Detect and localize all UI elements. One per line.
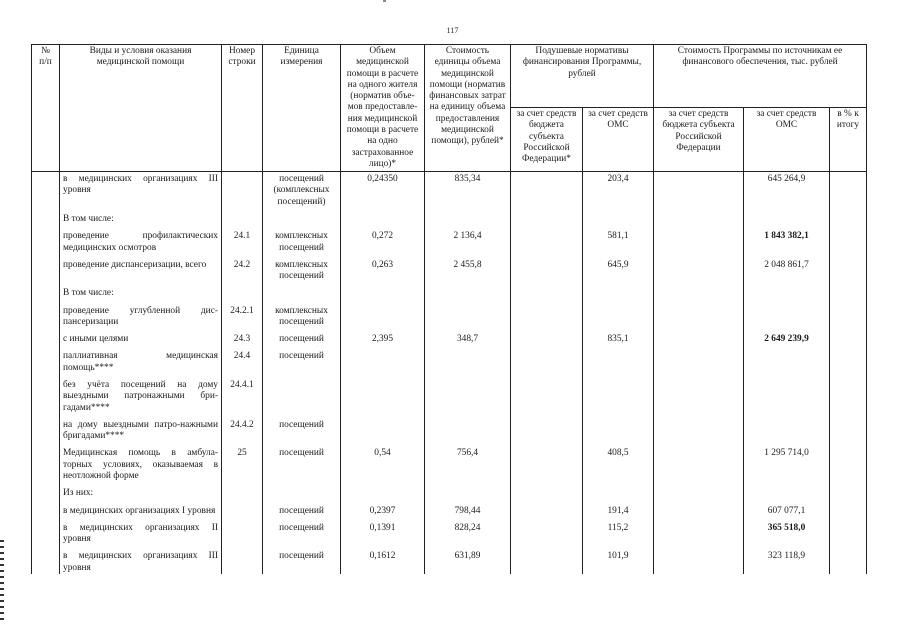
table-row xyxy=(32,214,867,225)
cell-program-pct xyxy=(830,288,867,299)
cell-cost xyxy=(425,214,511,225)
cell-program-budget xyxy=(654,231,744,254)
cell-per-capita-budget xyxy=(511,172,583,208)
table-row xyxy=(32,260,867,283)
cell-row-no: 25 xyxy=(222,448,263,482)
cell-program-pct xyxy=(830,306,867,329)
cell-row-no xyxy=(222,214,263,225)
cell-cost: 348,7 xyxy=(425,334,511,345)
cell-volume xyxy=(341,380,425,414)
cell-program-oms xyxy=(744,420,830,443)
cell-volume: 0,54 xyxy=(341,448,425,482)
cell-num xyxy=(32,334,60,345)
cell-unit: комплексных посещений xyxy=(263,260,341,283)
table-header-row-1 xyxy=(32,45,867,108)
cell-num xyxy=(32,288,60,299)
cell-cost xyxy=(425,306,511,329)
cell-program-budget xyxy=(654,523,744,546)
scan-edge-artifact xyxy=(0,540,4,620)
cell-program-pct xyxy=(830,380,867,414)
cell-program-oms: 323 118,9 xyxy=(744,551,830,574)
header-num: № п/п xyxy=(32,45,60,172)
cell-service-type: Из них: xyxy=(60,488,222,499)
cell-num xyxy=(32,488,60,499)
cell-volume: 0,24350 xyxy=(341,172,425,208)
cell-per-capita-budget xyxy=(511,380,583,414)
table-row xyxy=(32,231,867,254)
cell-cost: 631,89 xyxy=(425,551,511,574)
cell-volume: 0,1391 xyxy=(341,523,425,546)
cell-num xyxy=(32,306,60,329)
header-row-no: Номер строки xyxy=(222,45,263,172)
cell-per-capita-oms xyxy=(583,420,654,443)
cell-program-budget xyxy=(654,306,744,329)
cell-per-capita-budget xyxy=(511,448,583,482)
cell-service-type: проведение диспансеризации, всего xyxy=(60,260,222,283)
header-volume: Объем медицинской помощи в расчете на одного жителя (норматив объе-мов предоставле-ния медицинской помощи в расчете на одно застрахованное лицо)* xyxy=(341,45,425,172)
cell-service-type: в медицинских организациях I уровня xyxy=(60,506,222,517)
cell-row-no xyxy=(222,488,263,499)
header-type: Виды и условия оказания медицинской помощи xyxy=(60,45,222,172)
cell-unit xyxy=(263,488,341,499)
cell-program-oms xyxy=(744,306,830,329)
cell-per-capita-budget xyxy=(511,488,583,499)
table-row xyxy=(32,523,867,546)
cell-row-no xyxy=(222,172,263,208)
cell-program-budget xyxy=(654,380,744,414)
cell-cost xyxy=(425,380,511,414)
cell-service-type: в медицинских организациях III уровня xyxy=(60,551,222,574)
header-prog-pct: в % к итогу xyxy=(830,108,867,172)
page-number: 117 xyxy=(446,26,459,35)
table-row xyxy=(32,351,867,374)
cell-program-pct xyxy=(830,448,867,482)
cell-program-oms: 365 518,0 xyxy=(744,523,830,546)
cell-per-capita-budget xyxy=(511,523,583,546)
cell-program-pct xyxy=(830,551,867,574)
cell-cost xyxy=(425,288,511,299)
cell-program-pct xyxy=(830,506,867,517)
cell-per-capita-budget xyxy=(511,288,583,299)
cell-program-pct xyxy=(830,231,867,254)
cell-unit: посещений (комплексных посещений) xyxy=(263,172,341,208)
cell-unit xyxy=(263,288,341,299)
cell-num xyxy=(32,551,60,574)
cell-volume: 0,1612 xyxy=(341,551,425,574)
cell-row-no xyxy=(222,523,263,546)
cell-program-oms xyxy=(744,488,830,499)
table-row xyxy=(32,551,867,574)
cell-num xyxy=(32,172,60,208)
cell-cost xyxy=(425,420,511,443)
cell-per-capita-budget xyxy=(511,420,583,443)
cell-unit: посещений xyxy=(263,420,341,443)
cell-per-capita-budget xyxy=(511,351,583,374)
cell-unit: посещений xyxy=(263,523,341,546)
cell-num xyxy=(32,448,60,482)
cell-volume: 0,2397 xyxy=(341,506,425,517)
cell-service-type: в медицинских организациях II уровня xyxy=(60,523,222,546)
cell-row-no: 24.4 xyxy=(222,351,263,374)
cell-program-budget xyxy=(654,172,744,208)
cell-service-type: паллиативная медицинская помощь**** xyxy=(60,351,222,374)
cell-service-type: на дому выездными патро-нажными бригадами**** xyxy=(60,420,222,443)
cell-service-type: в медицинских организациях III уровня xyxy=(60,172,222,208)
cell-program-pct xyxy=(830,523,867,546)
cell-per-capita-budget xyxy=(511,334,583,345)
cell-volume: 0,272 xyxy=(341,231,425,254)
cell-unit: посещений xyxy=(263,448,341,482)
cell-program-budget xyxy=(654,334,744,345)
table-row xyxy=(32,420,867,443)
cell-program-budget xyxy=(654,288,744,299)
cell-volume: 2,395 xyxy=(341,334,425,345)
cell-cost: 2 455,8 xyxy=(425,260,511,283)
cell-unit: посещений xyxy=(263,351,341,374)
cell-program-oms: 1 843 382,1 xyxy=(744,231,830,254)
cell-service-type: без учёта посещений на дому выездными патронажными бри-гадами**** xyxy=(60,380,222,414)
cell-volume xyxy=(341,351,425,374)
header-per-capita-budget: за счет средств бюджета субъекта Российской Федерации* xyxy=(511,108,583,172)
cell-service-type: Медицинская помощь в амбула-торных условиях, оказываемая в неотложной форме xyxy=(60,448,222,482)
cell-program-pct xyxy=(830,172,867,208)
cell-row-no: 24.3 xyxy=(222,334,263,345)
cell-per-capita-budget xyxy=(511,551,583,574)
cell-per-capita-oms: 645,9 xyxy=(583,260,654,283)
cell-volume: 0,263 xyxy=(341,260,425,283)
cell-program-budget xyxy=(654,488,744,499)
cell-num xyxy=(32,420,60,443)
cell-volume xyxy=(341,288,425,299)
cell-program-budget xyxy=(654,260,744,283)
cell-unit: посещений xyxy=(263,506,341,517)
cell-service-type: с иными целями xyxy=(60,334,222,345)
cell-per-capita-budget xyxy=(511,214,583,225)
cell-program-oms: 1 295 714,0 xyxy=(744,448,830,482)
cell-program-oms xyxy=(744,288,830,299)
cell-program-oms: 2 649 239,9 xyxy=(744,334,830,345)
cell-unit: посещений xyxy=(263,551,341,574)
cell-per-capita-oms xyxy=(583,351,654,374)
cell-per-capita-oms xyxy=(583,288,654,299)
header-program-cost: Стоимость Программы по источникам ее финансового обеспечения, тыс. рублей xyxy=(654,45,867,108)
cell-row-no xyxy=(222,551,263,574)
cell-per-capita-oms: 408,5 xyxy=(583,448,654,482)
cell-per-capita-budget xyxy=(511,260,583,283)
scan-artifact xyxy=(383,0,386,2)
cell-program-budget xyxy=(654,448,744,482)
cell-row-no xyxy=(222,288,263,299)
cell-cost xyxy=(425,351,511,374)
cell-num xyxy=(32,260,60,283)
cell-cost: 798,44 xyxy=(425,506,511,517)
table-row xyxy=(32,506,867,517)
table-row xyxy=(32,172,867,208)
cell-service-type: проведение углубленной дис-пансеризации xyxy=(60,306,222,329)
cell-program-pct xyxy=(830,334,867,345)
header-prog-oms: за счет средств ОМС xyxy=(744,108,830,172)
cell-cost: 828,24 xyxy=(425,523,511,546)
header-per-capita-oms: за счет средств ОМС xyxy=(583,108,654,172)
cell-program-budget xyxy=(654,214,744,225)
cell-program-oms: 2 048 861,7 xyxy=(744,260,830,283)
cell-per-capita-oms: 581,1 xyxy=(583,231,654,254)
financing-table xyxy=(31,44,867,574)
table-row xyxy=(32,306,867,329)
header-unit: Единица измерения xyxy=(263,45,341,172)
cell-program-pct xyxy=(830,260,867,283)
cell-cost: 835,34 xyxy=(425,172,511,208)
cell-service-type: В том числе: xyxy=(60,214,222,225)
cell-row-no: 24.1 xyxy=(222,231,263,254)
cell-per-capita-oms xyxy=(583,488,654,499)
cell-program-oms xyxy=(744,380,830,414)
header-per-capita: Подушевые нормативы финансирования Программы, рублей xyxy=(511,45,654,108)
cell-volume xyxy=(341,488,425,499)
cell-num xyxy=(32,506,60,517)
cell-program-pct xyxy=(830,351,867,374)
cell-volume xyxy=(341,306,425,329)
cell-per-capita-oms xyxy=(583,214,654,225)
cell-unit: комплексных посещений xyxy=(263,231,341,254)
cell-cost xyxy=(425,488,511,499)
cell-volume xyxy=(341,214,425,225)
cell-cost: 2 136,4 xyxy=(425,231,511,254)
cell-row-no: 24.2.1 xyxy=(222,306,263,329)
cell-per-capita-oms: 101,9 xyxy=(583,551,654,574)
cell-per-capita-oms xyxy=(583,306,654,329)
cell-service-type: В том числе: xyxy=(60,288,222,299)
cell-unit xyxy=(263,380,341,414)
cell-num xyxy=(32,351,60,374)
cell-row-no: 24.2 xyxy=(222,260,263,283)
cell-per-capita-budget xyxy=(511,506,583,517)
cell-per-capita-oms: 835,1 xyxy=(583,334,654,345)
cell-program-budget xyxy=(654,351,744,374)
cell-row-no: 24.4.1 xyxy=(222,380,263,414)
cell-per-capita-budget xyxy=(511,306,583,329)
cell-program-pct xyxy=(830,420,867,443)
cell-cost: 756,4 xyxy=(425,448,511,482)
cell-program-oms xyxy=(744,214,830,225)
cell-program-oms: 645 264,9 xyxy=(744,172,830,208)
cell-volume xyxy=(341,420,425,443)
header-cost: Стоимость единицы объема медицинской помощи (норматив финансовых затрат на единицу объема предоставления медицинской помощи), рублей* xyxy=(425,45,511,172)
cell-program-budget xyxy=(654,420,744,443)
cell-program-pct xyxy=(830,488,867,499)
cell-program-budget xyxy=(654,551,744,574)
cell-unit: посещений xyxy=(263,334,341,345)
cell-program-pct xyxy=(830,214,867,225)
cell-unit: комплексных посещений xyxy=(263,306,341,329)
cell-num xyxy=(32,231,60,254)
table-row xyxy=(32,334,867,345)
cell-program-budget xyxy=(654,506,744,517)
cell-row-no: 24.4.2 xyxy=(222,420,263,443)
cell-per-capita-oms: 115,2 xyxy=(583,523,654,546)
cell-per-capita-oms: 203,4 xyxy=(583,172,654,208)
table-row xyxy=(32,380,867,414)
cell-row-no xyxy=(222,506,263,517)
cell-program-oms xyxy=(744,351,830,374)
cell-unit xyxy=(263,214,341,225)
cell-per-capita-oms: 191,4 xyxy=(583,506,654,517)
cell-num xyxy=(32,523,60,546)
cell-num xyxy=(32,214,60,225)
cell-per-capita-oms xyxy=(583,380,654,414)
table-row xyxy=(32,288,867,299)
cell-per-capita-budget xyxy=(511,231,583,254)
cell-num xyxy=(32,380,60,414)
cell-program-oms: 607 077,1 xyxy=(744,506,830,517)
header-prog-budget: за счет средств бюджета субъекта Российской Федерации xyxy=(654,108,744,172)
table-row xyxy=(32,448,867,482)
cell-service-type: проведение профилактических медицинских осмотров xyxy=(60,231,222,254)
table-row xyxy=(32,488,867,499)
